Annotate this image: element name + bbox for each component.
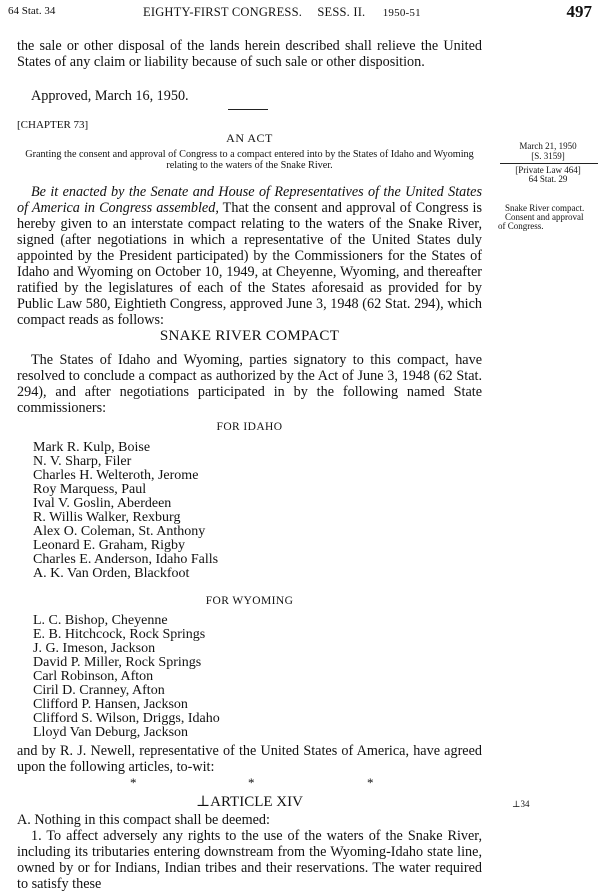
list-item: R. Willis Walker, Rexburg (33, 510, 181, 525)
header-session: SESS. II. (317, 5, 366, 19)
margin-page-marker: ⊥34 (512, 799, 530, 809)
list-item: Clifford S. Wilson, Driggs, Idaho (33, 711, 220, 726)
page-number: 497 (566, 2, 592, 21)
margin-stat-ref: 64 Stat. 29 (528, 174, 568, 184)
margin-date: March 21, 1950 (519, 141, 577, 151)
header-congress (143, 5, 421, 20)
list-item: David P. Miller, Rock Springs (33, 655, 202, 670)
list-item: Lloyd Van Deburg, Jackson (33, 725, 189, 740)
wyoming-commissioner-list (33, 614, 220, 740)
ellipsis-star: * (130, 775, 137, 790)
list-item: Ciril D. Cranney, Afton (33, 683, 165, 698)
header-years: 1950-51 (382, 7, 421, 19)
list-item: E. B. Hitchcock, Rock Springs (33, 627, 206, 642)
list-item: N. V. Sharp, Filer (33, 454, 132, 469)
margin-note-line2: Consent and approval (505, 212, 584, 222)
list-item: Ival V. Goslin, Aberdeen (33, 496, 172, 511)
ellipsis-star: * (367, 775, 374, 790)
list-item: Charles H. Welteroth, Jerome (33, 468, 199, 483)
act-heading: AN ACT (226, 131, 273, 145)
header-congress-name: EIGHTY-FIRST CONGRESS. (143, 5, 303, 19)
approved-line: Approved, March 16, 1950. (31, 88, 189, 104)
header-stat: 64 Stat. 34 (8, 5, 56, 17)
list-item: J. G. Imeson, Jackson (33, 641, 156, 656)
list-item: Clifford P. Hansen, Jackson (33, 697, 188, 712)
representative-paragraph: and by R. J. Newell, representative of the United States of America, have agreed upon the following articles, to-wit: (17, 743, 482, 775)
list-item: Charles E. Anderson, Idaho Falls (33, 552, 219, 567)
opening-paragraph: the sale or other disposal of the lands herein described shall relieve the United States of any claim or liability because of such sale or other disposition. (17, 38, 482, 70)
margin-bill: [S. 3159] (531, 151, 565, 161)
margin-note-line3: of Congress. (498, 221, 544, 231)
compact-title: SNAKE RIVER COMPACT (159, 328, 340, 344)
wyoming-heading: FOR WYOMING (205, 595, 294, 607)
chapter-label: [CHAPTER 73] (17, 119, 89, 131)
divider-rule (228, 109, 268, 110)
list-item: Alex O. Coleman, St. Anthony (33, 524, 206, 539)
article-heading: ⊥ARTICLE XIV (196, 794, 303, 810)
act-title: Granting the consent and approval of Congress to a compact entered into by the States of Idaho and Wyoming relating to the waters of the Snake River. (25, 149, 474, 171)
idaho-commissioner-list (33, 441, 218, 581)
compact-intro: The States of Idaho and Wyoming, parties signatory to this compact, have resolved to conclude a compact as authorized by the Act of June 3, 1948 (62 Stat. 294), and after negotiations participated in by the following named State commissioners: (17, 352, 482, 416)
list-item: Mark R. Kulp, Boise (33, 440, 151, 455)
margin-private-law: [Private Law 464] (515, 165, 581, 175)
list-item: L. C. Bishop, Cheyenne (33, 613, 168, 628)
article-a1: 1. To affect adversely any rights to the use of the waters of the Snake River, including its tributaries entering downstream from the Wyoming-Idaho state line, owned by or for Indians, Indian tribes and their reservations. The water required to satisfy these (17, 828, 482, 892)
list-item: Carl Robinson, Afton (33, 669, 154, 684)
margin-rule (500, 163, 598, 164)
list-item: Leonard E. Graham, Rigby (33, 538, 186, 553)
list-item: Roy Marquess, Paul (33, 482, 147, 497)
enacting-clause (17, 184, 482, 328)
idaho-heading: FOR IDAHO (216, 421, 283, 433)
list-item: A. K. Van Orden, Blackfoot (33, 566, 190, 581)
margin-note-line1: Snake River compact. (505, 203, 585, 213)
article-a: A. Nothing in this compact shall be deemed: (17, 812, 270, 828)
enacting-text: That the consent and approval of Congress is hereby given to an interstate compact relating to the waters of the Snake River, signed (after negotiations in which a representative of the United States duly appointed by the President participated) by the Commissioners for the States of Idaho and Wyoming on October 10, 1949, at Cheyenne, Wyoming, and thereafter ratified by the legislatures of each of the States aforesaid as provided for by Public Law 580, Eightieth Congress, approved June 3, 1948 (62 Stat. 294), which compact reads as follows: (17, 200, 483, 328)
enacting-italic: Be it enacted by the Senate and House of Representatives of the United States of America in Congress assembled, (17, 184, 482, 216)
ellipsis-star: * (248, 775, 255, 790)
